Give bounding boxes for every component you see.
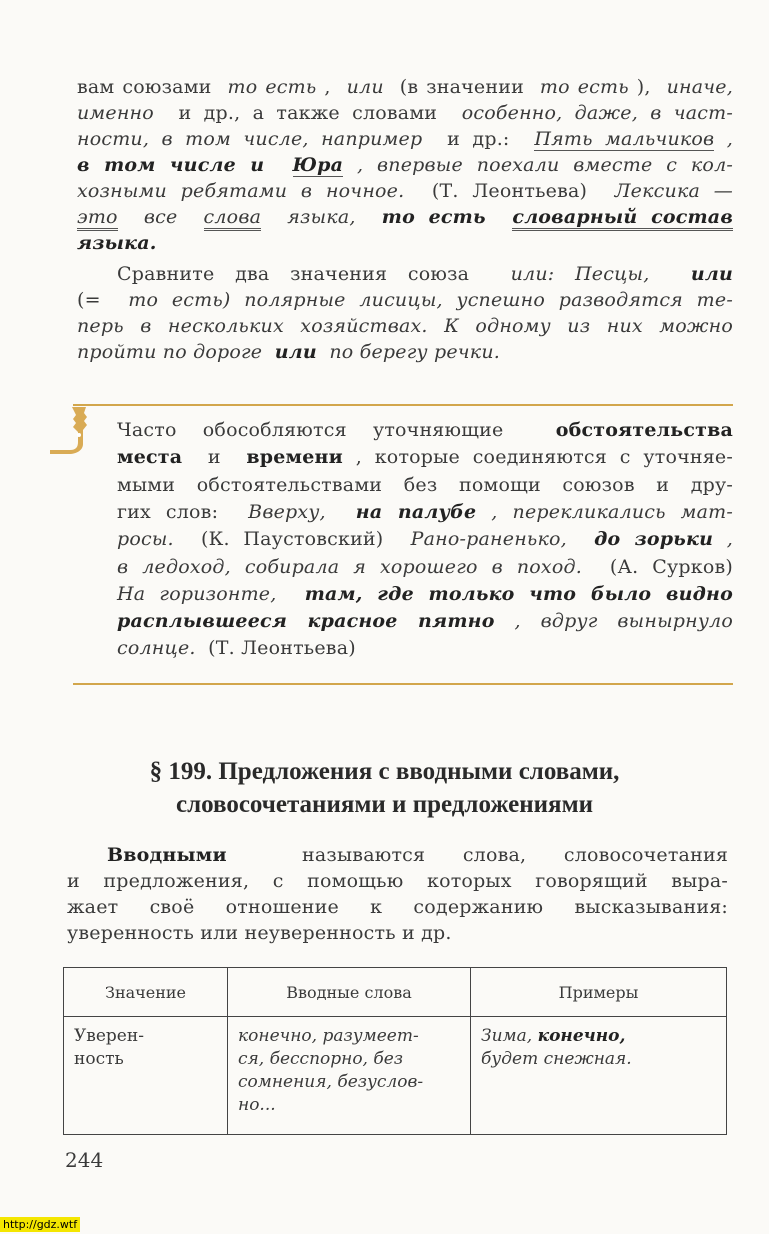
cell-words: конечно, разумеет- ся, бесспорно, без сомнения, безуслов- но... (228, 1017, 471, 1135)
text-run: (Т. Леонтьева) (418, 180, 601, 202)
text-run: жает своё отношение к содержанию высказывания: (67, 896, 728, 918)
watermark: http://gdz.wtf (0, 1217, 80, 1232)
text-run: На горизонте, (117, 582, 291, 605)
text-run: , которые соединяются с уточняе- (355, 446, 733, 469)
text-run: гих слов: (117, 500, 234, 523)
text-run: расплывшееся красное пятно (117, 610, 495, 633)
text-line (77, 231, 157, 255)
text-run: то есть) полярные лисицы, успешно разводятся те- (128, 289, 733, 311)
text-line (117, 500, 733, 524)
text-line (77, 75, 733, 99)
text-run: , впервые поехали вместе с кол- (356, 154, 733, 176)
table-row (64, 1017, 727, 1135)
text-line (77, 179, 733, 203)
text-run: все (130, 206, 191, 228)
text-run: и др.: (434, 128, 522, 150)
text-line (67, 869, 728, 893)
text-run: , (726, 128, 733, 150)
text-run: Вверху, (248, 500, 341, 523)
text-run: слова (204, 206, 262, 231)
text-run: особенно, даже, в част- (461, 102, 733, 124)
text-run: (К. Паустовский) (187, 528, 398, 551)
text-line (117, 418, 733, 442)
text-run: или (346, 76, 384, 98)
text-line (77, 340, 500, 364)
text-run: или (690, 263, 733, 285)
text-run: перь в нескольких хозяйствах. К одному из них можно (77, 315, 733, 337)
text-line (77, 288, 733, 312)
text-run: времени (246, 446, 343, 469)
text-run: то есть (539, 76, 629, 98)
section-title-line2: словосочетаниями и предложениями (175, 791, 594, 818)
text-run: словарный состав (512, 206, 733, 231)
text-run: Рано-раненько, (410, 528, 581, 551)
text-run: мыми обстоятельствами без помощи союзов и дру- (117, 473, 733, 496)
header-examples: Примеры (471, 968, 727, 1017)
rule-box-bottom-divider (73, 683, 733, 685)
example-text: Зима, (481, 1026, 538, 1046)
example-text-end: будет снежная. (481, 1049, 632, 1069)
table-header-row (64, 968, 727, 1017)
text-line (117, 636, 356, 660)
text-run: это (77, 206, 118, 231)
text-run: и др., а также словами (166, 102, 450, 124)
text-run: на палубе (355, 500, 477, 523)
header-meaning: Значение (64, 968, 228, 1017)
text-run: Часто обособляются уточняющие (117, 419, 530, 441)
text-run: , перекликались мат- (491, 500, 733, 523)
text-run: (А. Сурков) (595, 555, 733, 578)
text-run: Юра (292, 154, 344, 176)
text-run: Вводными (107, 844, 227, 866)
text-line (77, 101, 733, 125)
text-run: обстоятельства (555, 419, 733, 441)
text-line (117, 582, 733, 606)
text-run: там, где только что было видно (304, 582, 733, 605)
text-run: (= (77, 289, 115, 311)
text-run: и предложения, с помощью которых говорящий выра- (67, 870, 728, 892)
example-bold: конечно, (537, 1026, 626, 1046)
text-line (117, 473, 733, 497)
text-line (67, 921, 452, 945)
text-run: Лексика — (614, 180, 733, 202)
text-run: пройти по дороге (77, 341, 269, 363)
text-run: (Т. Леонтьева) (201, 637, 356, 660)
rule-box-top-divider (73, 404, 733, 406)
text-run: , (726, 528, 733, 551)
text-run: или (274, 341, 317, 363)
text-run: уверенность или неуверенность и др. (67, 922, 452, 944)
text-line (77, 153, 733, 177)
text-line (117, 527, 733, 551)
pen-nib-icon (48, 405, 108, 465)
text-line (77, 127, 733, 151)
text-run: росы. (117, 528, 174, 551)
section-title-line1: § 199. Предложения с вводными словами, (149, 758, 620, 785)
cell-meaning: Уверен- ность (64, 1017, 228, 1135)
text-run: в ледоход, собирала я хорошего в поход. (117, 555, 582, 578)
text-run: называются слова, словосочетания (264, 844, 728, 866)
text-run: , (324, 76, 339, 98)
text-run: хозными ребятами в ночное. (77, 180, 405, 202)
text-run: языка, (274, 206, 369, 228)
text-line (117, 555, 733, 579)
text-line (77, 314, 733, 338)
text-line (117, 609, 733, 633)
text-run: по берегу речки. (323, 341, 501, 363)
text-run: солнце. (117, 637, 196, 660)
text-run: или: Песцы, (510, 263, 671, 285)
text-line (67, 895, 728, 919)
text-run: ности, в том числе, например (77, 128, 423, 150)
cell-example (471, 1017, 727, 1135)
text-line (77, 205, 733, 229)
header-words: Вводные слова (228, 968, 471, 1017)
text-run: Сравните два значения союза (117, 263, 490, 285)
text-run: до зорьки (594, 528, 714, 551)
text-run: языка. (77, 232, 157, 254)
text-run: именно (77, 102, 154, 124)
text-line (107, 843, 728, 867)
text-line (117, 262, 733, 286)
text-run: места (117, 446, 183, 469)
text-line (117, 445, 733, 469)
text-run: то есть (227, 76, 317, 98)
text-run: вам союзами (77, 76, 220, 98)
text-run: то есть (381, 206, 500, 228)
text-run: иначе, (666, 76, 733, 98)
page-number: 244 (65, 1148, 104, 1172)
text-run: (в значении (391, 76, 532, 98)
text-run: , вдруг вынырнуло (514, 610, 733, 633)
text-run: Пять мальчиков (534, 128, 715, 150)
introductory-words-table (63, 967, 727, 1135)
text-run: и (195, 446, 234, 469)
text-run: ), (636, 76, 659, 98)
text-run: в том числе и (77, 154, 279, 176)
